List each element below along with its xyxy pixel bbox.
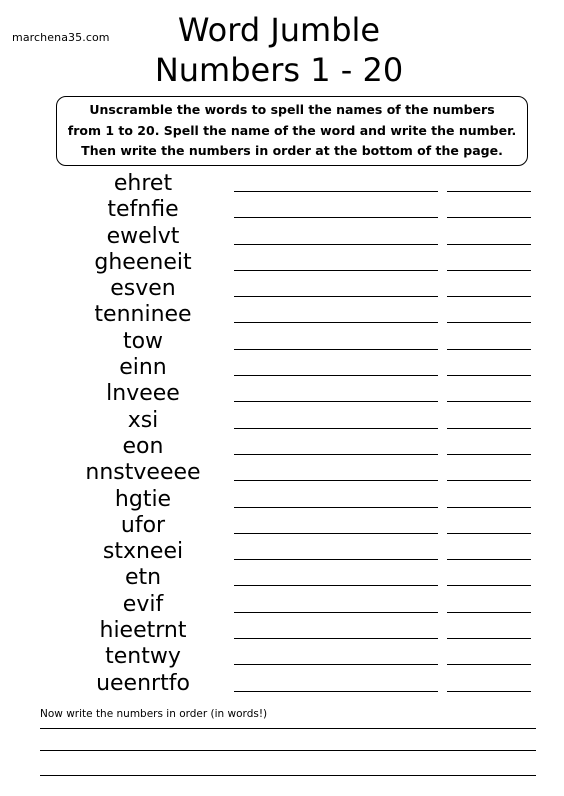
word-row [0,672,564,698]
scrambled-word: einn [119,355,167,381]
answer-number-line[interactable] [447,270,531,271]
answer-number-line[interactable] [447,559,531,560]
answer-number-line[interactable] [447,480,531,481]
answer-word-line[interactable] [234,349,438,350]
scrambled-word: hgtie [114,486,172,512]
scrambled-word: ufor [120,512,166,538]
page-title [0,10,558,90]
order-answer-line-2[interactable] [40,750,536,751]
word-row [0,356,564,382]
instructions-line-3: Then write the numbers in order at the bottom of the page. [81,143,503,158]
word-row [0,251,564,277]
answer-word-line[interactable] [234,270,438,271]
order-instruction: Now write the numbers in order (in words!) [40,708,268,720]
scrambled-word: ewelvt [106,223,180,249]
scrambled-word: tow [122,328,164,354]
answer-word-line[interactable] [234,480,438,481]
answer-number-line[interactable] [447,296,531,297]
order-answer-line-3[interactable] [40,775,536,776]
scrambled-word: xsi [127,407,159,433]
word-list [0,172,564,698]
answer-number-line[interactable] [447,244,531,245]
word-row [0,593,564,619]
answer-number-line[interactable] [447,612,531,613]
answer-number-line[interactable] [447,454,531,455]
scrambled-word: tentwy [105,644,181,670]
scrambled-word: gheeneit [94,249,192,275]
answer-word-line[interactable] [234,191,438,192]
answer-number-line[interactable] [447,691,531,692]
scrambled-word: tenninee [94,302,192,328]
answer-number-line[interactable] [447,507,531,508]
answer-number-line[interactable] [447,322,531,323]
answer-number-line[interactable] [447,533,531,534]
instructions-box [56,96,528,166]
word-row [0,514,564,540]
answer-word-line[interactable] [234,533,438,534]
word-row [0,225,564,251]
answer-word-line[interactable] [234,322,438,323]
word-row [0,382,564,408]
word-row [0,198,564,224]
answer-word-line[interactable] [234,638,438,639]
word-row [0,435,564,461]
scrambled-word: hieetrnt [99,618,187,644]
answer-word-line[interactable] [234,559,438,560]
scrambled-word: esven [110,276,176,302]
answer-word-line[interactable] [234,428,438,429]
answer-number-line[interactable] [447,375,531,376]
scrambled-word: tefnfie [107,197,179,223]
answer-number-line[interactable] [447,217,531,218]
answer-number-line[interactable] [447,191,531,192]
answer-number-line[interactable] [447,401,531,402]
answer-word-line[interactable] [234,244,438,245]
scrambled-word: evif [122,591,164,617]
word-row [0,277,564,303]
word-row [0,409,564,435]
title-line-2: Numbers 1 - 20 [154,51,404,89]
answer-word-line[interactable] [234,375,438,376]
scrambled-word: nnstveeee [85,460,201,486]
answer-number-line[interactable] [447,664,531,665]
scrambled-word: etn [124,565,162,591]
site-label: marchena35.com [12,31,110,44]
answer-word-line[interactable] [234,664,438,665]
word-row [0,619,564,645]
answer-number-line[interactable] [447,349,531,350]
answer-number-line[interactable] [447,585,531,586]
answer-word-line[interactable] [234,612,438,613]
scrambled-word: stxneei [102,539,184,565]
answer-word-line[interactable] [234,296,438,297]
scrambled-word: lnveee [106,381,180,407]
scrambled-word: ehret [113,171,173,196]
answer-word-line[interactable] [234,507,438,508]
instructions-line-2: from 1 to 20. Spell the name of the word and write the number. [67,122,517,138]
answer-word-line[interactable] [234,585,438,586]
answer-word-line[interactable] [234,454,438,455]
word-row [0,488,564,514]
word-row [0,566,564,592]
word-row [0,303,564,329]
instructions-line-1: Unscramble the words to spell the names of the numbers [89,102,495,117]
answer-word-line[interactable] [234,691,438,692]
word-row [0,461,564,487]
word-row [0,645,564,671]
scrambled-word: eon [122,433,164,459]
answer-word-line[interactable] [234,401,438,402]
word-row [0,172,564,198]
word-row [0,540,564,566]
scrambled-word: ueenrtfo [96,670,190,696]
answer-word-line[interactable] [234,217,438,218]
order-answer-line-1[interactable] [40,728,536,729]
word-row [0,330,564,356]
title-line-1: Word Jumble [177,11,381,49]
answer-number-line[interactable] [447,428,531,429]
answer-number-line[interactable] [447,638,531,639]
